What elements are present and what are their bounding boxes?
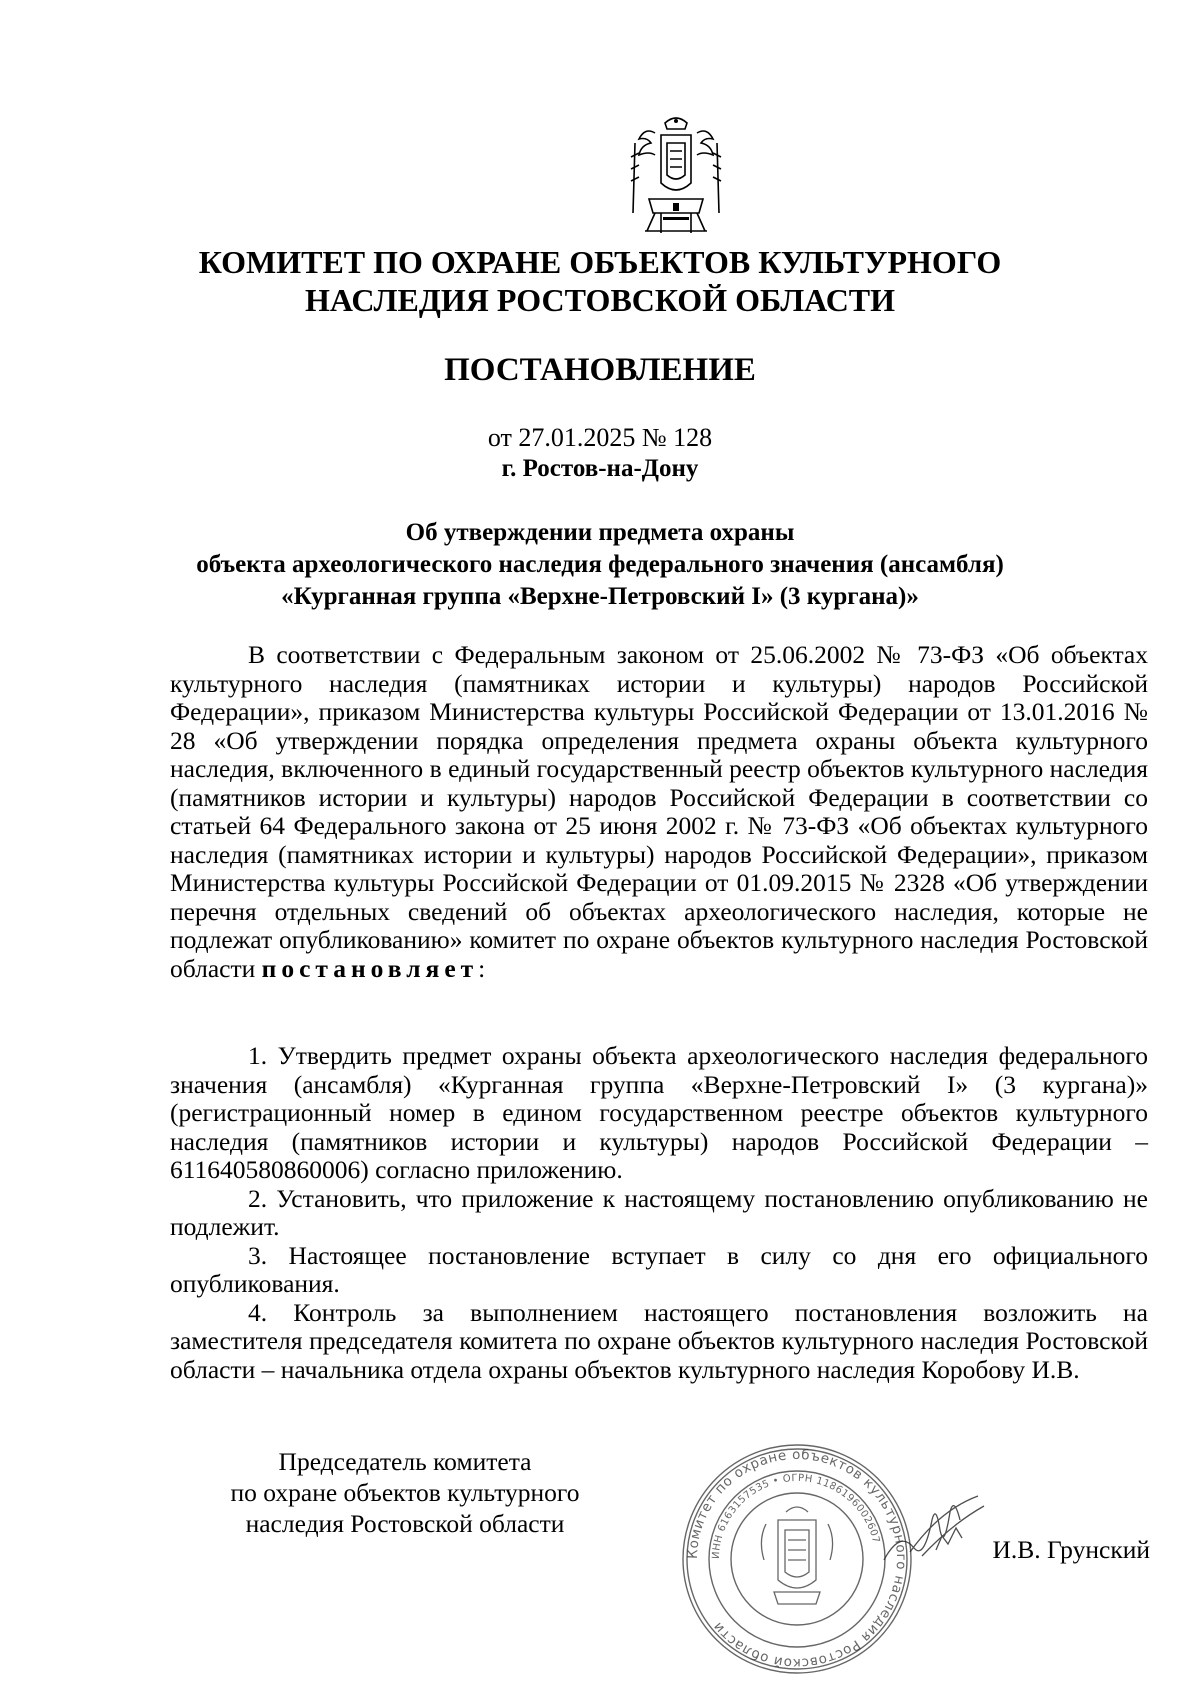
document-date-number: от 27.01.2025 № 128 — [487, 423, 713, 452]
document-type: ПОСТАНОВЛЕНИЕ — [444, 352, 756, 388]
seal-outer-text: Комитет по охране объектов культурного наследия Ростовской области — [684, 1446, 910, 1672]
seal-emblem-icon — [761, 1507, 832, 1604]
coat-of-arms-icon — [625, 113, 727, 238]
preamble-text: В соответствии с Федеральным законом от 25.06.2002 № 73-ФЗ «Об объектах культурного наследия (памятниках истории и культуры) народов Российской Федерации», приказом Министерства культуры Российской Федерации от 13.01.2016 № 28 «Об утверждении порядка определения предмета охраны объекта культурного наследия, включенного в единый государственный реестр объектов культурного наследия (памятников истории и культуры) народов Российской Федерации в соответствии со статьей 64 Федерального закона от 25 июня 2002 г. № 73-ФЗ «Об объектах культурного наследия (памятниках истории и культуры) народов Российской Федерации», приказом Министерства культуры Российской Федерации от 01.09.2015 № 2328 «Об утверждении перечня отдельных сведений об объектах археологического наследия, которые не подлежат опубликованию» комитет по охране объектов культурного наследия Ростовской области — [170, 640, 1148, 983]
signatory-name: И.В. Грунский — [992, 1535, 1150, 1564]
seal-inner-text: ИНН 6163157535 • ОГРН 1186196002607 — [710, 1472, 882, 1560]
decree-items — [170, 1042, 1148, 1384]
subject-line-1: Об утверждении предмета охраны — [405, 519, 795, 546]
decree-word: постановляет — [261, 953, 479, 983]
subject-line-3: «Курганная группа «Верхне-Петровский I» (3 кургана)» — [281, 583, 919, 610]
document-city: г. Ростов-на-Дону — [501, 455, 699, 482]
position-line-3: наследия Ростовской области — [245, 1509, 565, 1538]
subject-line-2: объекта археологического наследия федерального значения (ансамбля) — [196, 551, 1004, 578]
org-title-line-2: НАСЛЕДИЯ РОСТОВСКОЙ ОБЛАСТИ — [304, 282, 896, 318]
org-title-line-1: КОМИТЕТ ПО ОХРАНЕ ОБЪЕКТОВ КУЛЬТУРНОГО — [198, 244, 1002, 280]
preamble-paragraph — [170, 641, 1148, 983]
position-line-1: Председатель комитета — [278, 1447, 532, 1476]
decree-item-4: 4. Контроль за выполнением настоящего постановления возложить на заместителя председателя комитета по охране объектов культурного наследия Ростовской области – начальника отдела охраны объектов культурного наследия Коробову И.В. — [170, 1297, 1148, 1384]
preamble-section — [170, 641, 1148, 983]
position-line-2: по охране объектов культурного — [230, 1478, 580, 1507]
organization-title — [150, 243, 1050, 319]
svg-text:ИНН 6163157535 • ОГРН 11861960 — [711, 1473, 881, 1559]
signatory-position — [195, 1446, 615, 1539]
decree-item-1: 1. Утвердить предмет охраны объекта археологического наследия федерального значения (ансамбля) «Курганная группа «Верхне-Петровский I» (3 кургана)» (регистрационный номер в едином государственном реестре объектов культурного наследия (памятников истории и культуры) народов Российской Федерации – 611640580860006) согласно приложению. — [170, 1041, 1148, 1184]
preamble-end: : — [478, 953, 486, 983]
document-subject — [150, 517, 1050, 613]
decree-item-2: 2. Установить, что приложение к настоящему постановлению опубликованию не подлежит. — [170, 1183, 1148, 1241]
decree-item-3: 3. Настоящее постановление вступает в силу со дня его официального опубликования. — [170, 1240, 1148, 1298]
